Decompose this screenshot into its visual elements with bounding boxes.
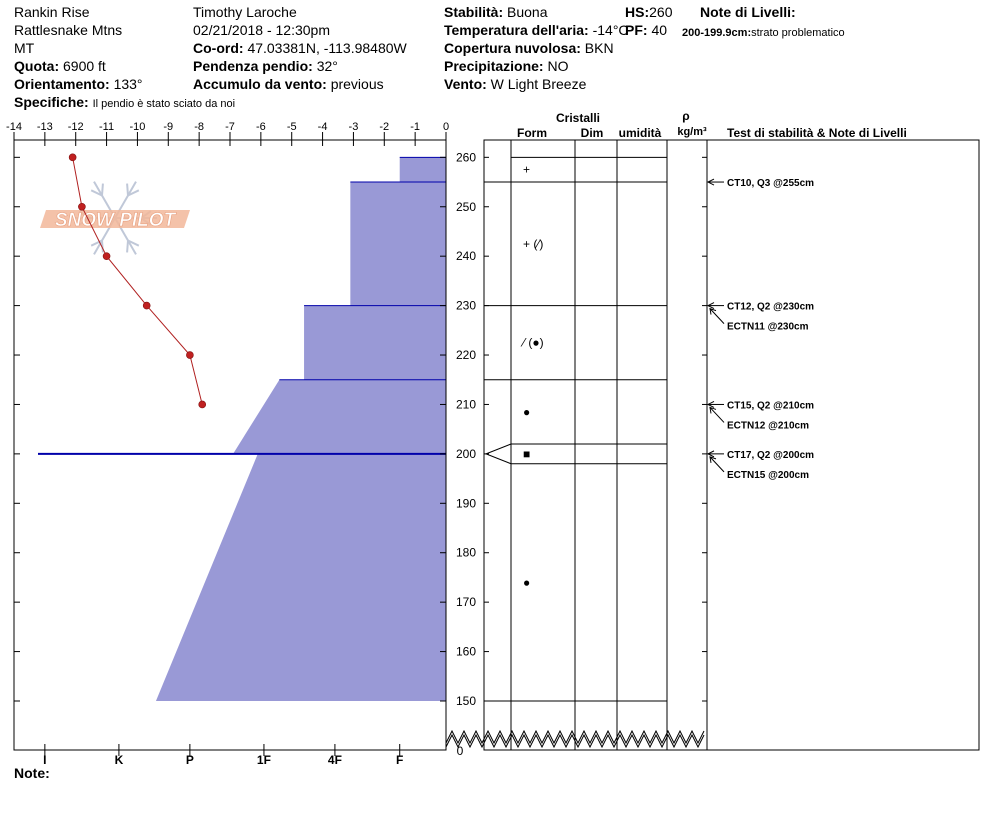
layer-note-range: 200-199.9cm: xyxy=(682,27,752,39)
table-frame xyxy=(484,140,979,750)
stability-test-label: CT12, Q2 @230cm xyxy=(727,301,815,313)
cloud-value: BKN xyxy=(584,40,614,56)
hardness-tick-label: 4F xyxy=(327,753,342,767)
height-break-label: 0 xyxy=(456,744,464,758)
date-time: 02/21/2018 - 12:30pm xyxy=(193,22,330,38)
crystals-header: Cristalli xyxy=(555,111,601,125)
stability-test-label: CT15, Q2 @210cm xyxy=(727,400,815,412)
test-leader-line xyxy=(710,407,724,422)
temperature-point xyxy=(103,253,110,260)
stability-label: Stabilità: xyxy=(444,4,504,20)
wind-label: Vento: xyxy=(444,76,487,92)
layer-notes-label: Note di Livelli: xyxy=(700,4,796,20)
temp-tick-label: -3 xyxy=(348,121,359,133)
height-tick-label: 200 xyxy=(455,446,477,461)
slope-value: 32° xyxy=(316,58,338,74)
stability-test-label: ECTN11 @230cm xyxy=(727,321,809,333)
logo-text: SNOW PILOT xyxy=(54,210,176,231)
precip-label: Precipitazione: xyxy=(444,58,544,74)
snowflake-branch xyxy=(127,241,128,253)
temp-tick-label: -4 xyxy=(317,121,328,133)
stability-test-label: ECTN15 @200cm xyxy=(727,469,810,481)
coord-label: Co-ord: xyxy=(193,40,244,56)
temperature-point xyxy=(143,302,150,309)
layer-table xyxy=(446,109,979,750)
rho-header: ρ xyxy=(682,109,690,123)
stability-tests xyxy=(708,178,814,481)
hardness-layer xyxy=(233,380,446,454)
hardness-layer xyxy=(156,454,446,701)
height-tick-label: 180 xyxy=(455,545,477,560)
height-tick-label: 160 xyxy=(455,644,477,659)
wind-loading-label: Accumulo da vento: xyxy=(193,76,327,92)
temp-tick-label: -12 xyxy=(67,121,84,133)
height-tick-label: 230 xyxy=(455,298,477,313)
location-name: Rankin Rise xyxy=(14,4,90,20)
air-temp-label: Temperatura dell'aria: xyxy=(444,22,589,38)
temp-tick-label: -6 xyxy=(255,121,266,133)
specifics-label: Specifiche: xyxy=(14,94,89,110)
test-leader-line xyxy=(710,457,724,472)
elevation-value: 6900 ft xyxy=(63,58,106,74)
temp-tick-label: -8 xyxy=(194,121,205,133)
hardness-tick-label: I xyxy=(43,753,47,767)
hardness-layer xyxy=(400,157,446,182)
height-tick-label: 170 xyxy=(455,595,477,610)
height-tick-label: 150 xyxy=(455,694,477,708)
hardness-tick-label: 1F xyxy=(256,753,271,767)
notes-label: Note: xyxy=(14,765,50,781)
hardness-layer xyxy=(350,182,446,306)
temp-tick-label: 0 xyxy=(442,121,450,133)
air-temp-value: -14°C xyxy=(592,22,629,38)
snow-pilot-logo xyxy=(40,182,190,255)
grain-form-symbol: + xyxy=(523,162,531,177)
snowflake-branch xyxy=(127,184,128,196)
temp-tick-label: -7 xyxy=(225,121,235,133)
stability-test-label: ECTN12 @210cm xyxy=(727,420,810,432)
coord-value: 47.03381N, -113.98480W xyxy=(247,40,407,56)
height-tick-label: 210 xyxy=(455,397,477,412)
form-header: Form xyxy=(517,126,547,140)
elevation-label: Quota: xyxy=(14,58,60,74)
wind-loading-value: previous xyxy=(330,76,384,92)
hardness-tick-label: F xyxy=(396,753,404,767)
temp-tick-label: -5 xyxy=(286,121,297,133)
temp-tick-label: -1 xyxy=(410,121,421,133)
slope-label: Pendenza pendio: xyxy=(193,58,313,74)
grain-form-symbol: + (⁄) xyxy=(523,236,544,251)
thin-layer-marker xyxy=(486,444,511,464)
temperature-line xyxy=(73,157,203,404)
grain-form-symbol: ⁄ (●) xyxy=(523,335,544,350)
stability-test-label: CT10, Q3 @255cm xyxy=(727,178,815,190)
hs-value: 260 xyxy=(649,4,673,20)
hardness-tick-label: P xyxy=(185,753,194,767)
hardness-profile xyxy=(38,157,446,701)
aspect-value: 133° xyxy=(113,76,143,92)
temp-tick-label: -9 xyxy=(163,121,174,133)
cloud-label: Copertura nuvolosa: xyxy=(444,40,581,56)
pf-label: PF: xyxy=(625,22,648,38)
aspect-label: Orientamento: xyxy=(14,76,110,92)
specifics-value: Il pendio è stato sciato da noi xyxy=(92,98,236,110)
height-tick-label: 240 xyxy=(455,249,477,264)
grain-form-symbol: ● xyxy=(523,575,531,590)
temp-tick-label: -10 xyxy=(129,121,146,133)
stability-value: Buona xyxy=(507,4,548,20)
height-tick-label: 220 xyxy=(455,348,477,363)
layer-note-text: strato problematico xyxy=(751,27,845,39)
precip-value: NO xyxy=(547,58,569,74)
stability-test-label: CT17, Q2 @200cm xyxy=(727,449,815,461)
height-tick-label: 260 xyxy=(455,150,477,165)
temp-tick-label: -13 xyxy=(36,121,53,133)
density-header: kg/m³ xyxy=(677,126,707,138)
stability-tests-header: Test di stabilità & Note di Livelli xyxy=(727,126,907,140)
pf-value: 40 xyxy=(651,22,668,38)
hardness-tick-label: K xyxy=(114,753,124,767)
mountain-range: Rattlesnake Mtns xyxy=(14,22,123,38)
temperature-point xyxy=(69,154,76,161)
grain-form-symbol: ● xyxy=(523,404,531,419)
dim-header: Dim xyxy=(580,126,604,140)
grain-form-symbol: ■ xyxy=(523,446,531,461)
temperature-point xyxy=(78,203,85,210)
temp-tick-label: -14 xyxy=(6,121,22,133)
hs-label: HS: xyxy=(625,4,650,20)
temperature-point xyxy=(199,401,206,408)
observer: Timothy Laroche xyxy=(193,4,297,20)
temp-tick-label: -2 xyxy=(379,121,390,133)
height-tick-label: 250 xyxy=(455,199,477,214)
test-leader-line xyxy=(710,309,724,324)
hardness-layer xyxy=(304,306,446,380)
humidity-header: umidità xyxy=(618,126,662,140)
temperature-point xyxy=(186,352,193,359)
snowflake-branch xyxy=(102,184,103,196)
state: MT xyxy=(14,40,35,56)
height-tick-label: 190 xyxy=(455,496,477,511)
temp-tick-label: -11 xyxy=(99,121,115,133)
wind-value: W Light Breeze xyxy=(490,76,587,92)
